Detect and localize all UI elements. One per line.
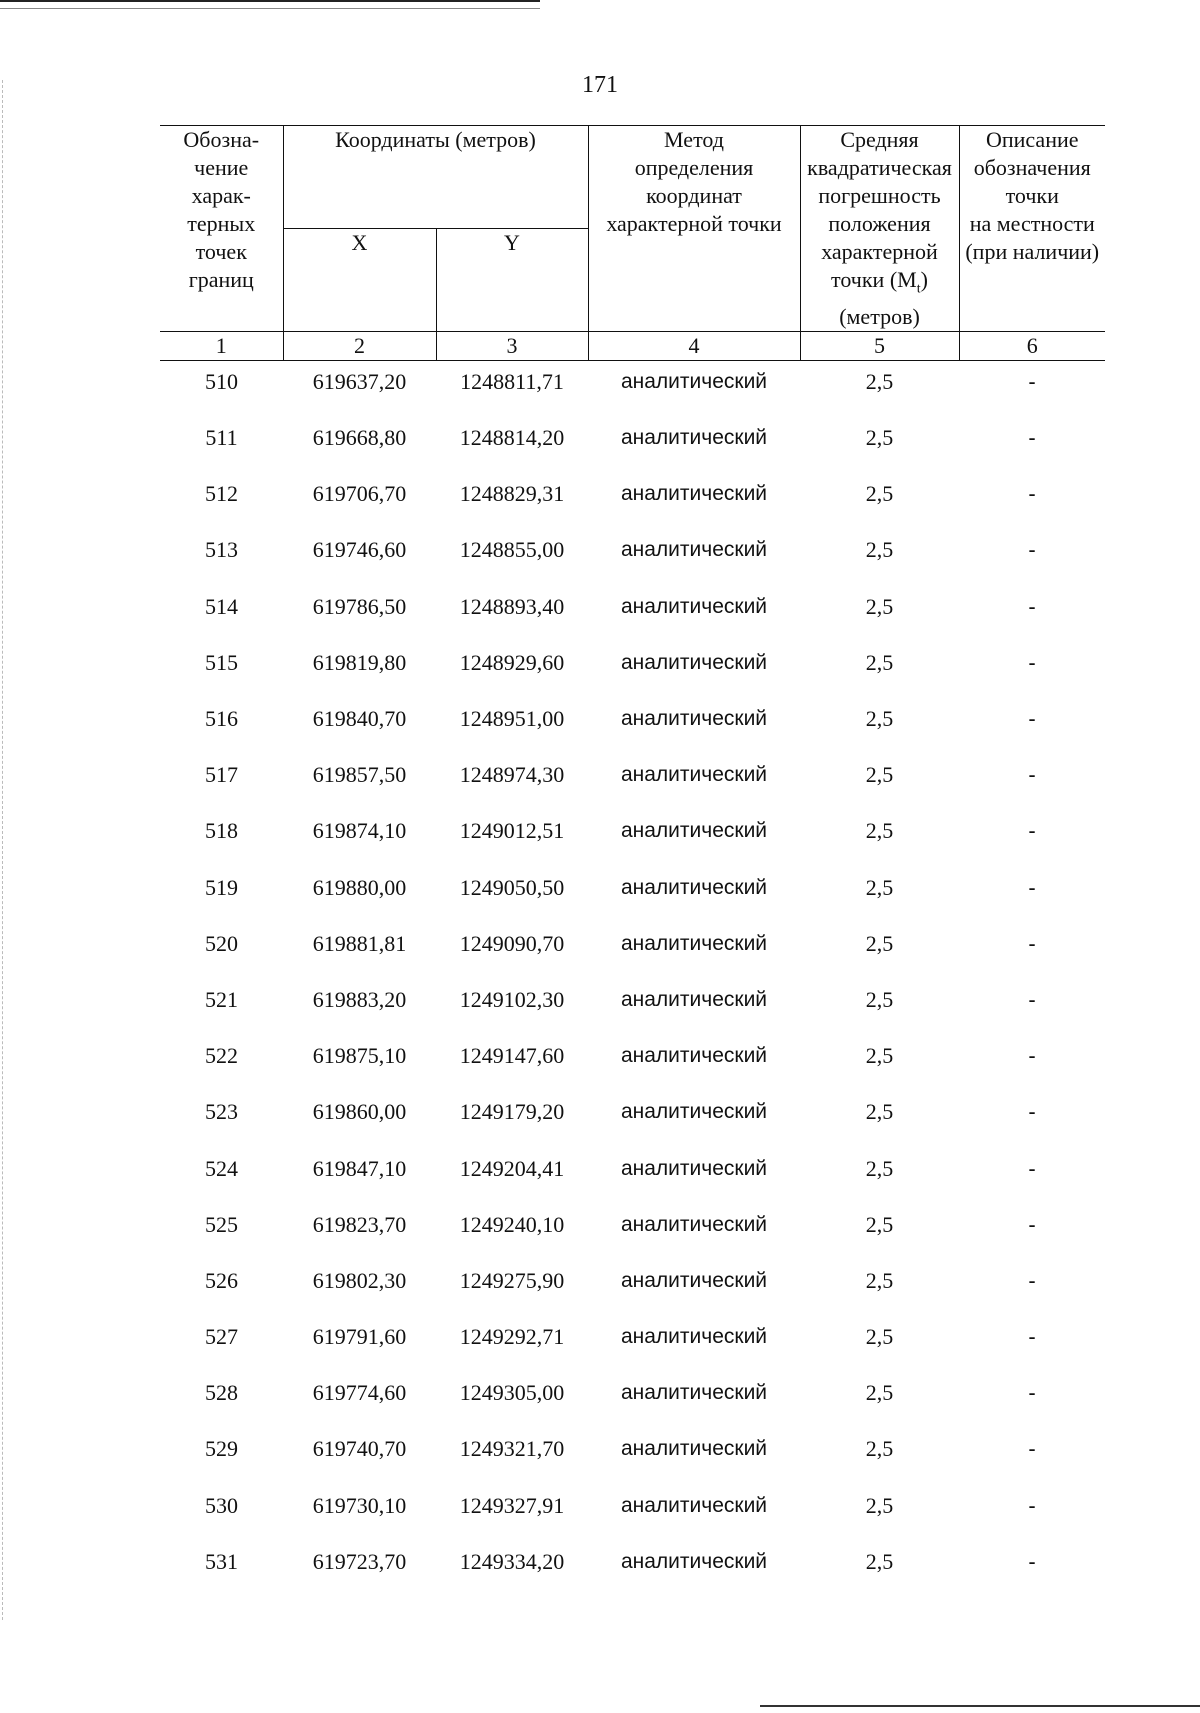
cell-accuracy: 2,5: [865, 481, 894, 507]
cell-accuracy: 2,5: [865, 818, 894, 844]
table-row: [160, 1541, 1105, 1597]
cell-accuracy: 2,5: [865, 1211, 894, 1237]
cell-accuracy: 2,5: [865, 369, 894, 395]
cell-point-id: 531: [205, 1548, 238, 1574]
scan-edge-left: [2, 80, 3, 1620]
cell-accuracy: 2,5: [865, 1436, 894, 1462]
cell-point-id: 514: [205, 593, 238, 619]
header-line: Метод: [664, 127, 724, 152]
cell-y: 1249305,00: [459, 1380, 565, 1406]
cell-method: аналитический: [620, 819, 768, 843]
cell-description: -: [1028, 425, 1036, 451]
table-row: [160, 1260, 1105, 1316]
cell-y: 1248929,60: [459, 649, 565, 675]
column-number: 5: [800, 332, 959, 361]
cell-accuracy: 2,5: [865, 1099, 894, 1125]
table-row: [160, 1091, 1105, 1147]
cell-description: -: [1028, 537, 1036, 563]
cell-x: 619668,80: [312, 425, 407, 451]
cell-method: аналитический: [620, 763, 768, 787]
cell-y: 1249102,30: [459, 986, 565, 1012]
cell-point-id: 527: [205, 1324, 238, 1350]
cell-method: аналитический: [620, 707, 768, 731]
cell-description: -: [1028, 986, 1036, 1012]
cell-point-id: 529: [205, 1436, 238, 1462]
cell-point-id: 511: [205, 425, 238, 451]
cell-y: 1249334,20: [459, 1548, 565, 1574]
cell-accuracy: 2,5: [865, 1155, 894, 1181]
cell-point-id: 522: [205, 1043, 238, 1069]
cell-point-id: 520: [205, 930, 238, 956]
cell-method: аналитический: [620, 1268, 768, 1292]
coordinates-table: [160, 125, 1105, 1597]
table-row: [160, 754, 1105, 810]
cell-method: аналитический: [620, 538, 768, 562]
cell-description: -: [1028, 1211, 1036, 1237]
cell-y: 1248855,00: [459, 537, 565, 563]
table-row: [160, 361, 1105, 417]
cell-x: 619860,00: [312, 1099, 407, 1125]
cell-accuracy: 2,5: [865, 425, 894, 451]
cell-x: 619791,60: [312, 1324, 407, 1350]
cell-y: 1249179,20: [459, 1099, 565, 1125]
cell-x: 619875,10: [312, 1043, 407, 1069]
header-y: Y: [436, 229, 588, 332]
cell-x: 619637,20: [312, 369, 407, 395]
header-line: (при наличии): [965, 239, 1100, 264]
cell-y: 1249050,50: [459, 874, 565, 900]
cell-description: -: [1028, 1380, 1036, 1406]
cell-point-id: 521: [205, 986, 238, 1012]
cell-description: -: [1028, 649, 1036, 675]
header-line: терных: [187, 211, 256, 236]
cell-point-id: 516: [205, 706, 238, 732]
table-row: [160, 529, 1105, 585]
cell-description: -: [1028, 762, 1036, 788]
cell-y: 1248814,20: [459, 425, 565, 451]
cell-description: -: [1028, 930, 1036, 956]
cell-point-id: 523: [205, 1099, 238, 1125]
cell-description: -: [1028, 1492, 1036, 1518]
cell-point-id: 512: [205, 481, 238, 507]
cell-x: 619857,50: [312, 762, 407, 788]
header-line: Обозна-: [183, 127, 260, 152]
cell-y: 1249321,70: [459, 1436, 565, 1462]
header-accuracy: [800, 126, 959, 332]
header-line: (метров): [839, 304, 920, 330]
table-row: [160, 1428, 1105, 1484]
cell-accuracy: 2,5: [865, 762, 894, 788]
cell-y: 1249292,71: [459, 1324, 565, 1350]
header-line: Описание: [985, 127, 1079, 152]
cell-accuracy: 2,5: [865, 537, 894, 563]
cell-method: аналитический: [620, 1493, 768, 1517]
cell-point-id: 530: [205, 1492, 238, 1518]
cell-method: аналитический: [620, 875, 768, 899]
cell-method: аналитический: [620, 1381, 768, 1405]
cell-method: аналитический: [620, 987, 768, 1011]
table-row: [160, 979, 1105, 1035]
cell-y: 1248811,71: [460, 369, 564, 395]
header-line: характерной: [821, 239, 938, 264]
cell-accuracy: 2,5: [865, 706, 894, 732]
header-text: точки (M: [831, 267, 917, 292]
cell-y: 1249240,10: [459, 1211, 565, 1237]
table-row: [160, 642, 1105, 698]
cell-accuracy: 2,5: [865, 1380, 894, 1406]
cell-accuracy: 2,5: [865, 1492, 894, 1518]
cell-x: 619786,50: [312, 593, 407, 619]
header-description: [959, 126, 1105, 332]
scan-border-bottom: [760, 1705, 1200, 1707]
table-row: [160, 867, 1105, 923]
cell-x: 619746,60: [312, 537, 407, 563]
cell-accuracy: 2,5: [865, 1324, 894, 1350]
table-row: [160, 1148, 1105, 1204]
cell-accuracy: 2,5: [865, 930, 894, 956]
cell-description: -: [1028, 1043, 1036, 1069]
cell-point-id: 515: [205, 649, 238, 675]
cell-point-id: 525: [205, 1211, 238, 1237]
table-body: [160, 361, 1105, 1597]
header-line: погрешность: [818, 183, 941, 208]
cell-y: 1248893,40: [459, 593, 565, 619]
cell-method: аналитический: [620, 482, 768, 506]
header-line: квадратическая: [807, 155, 952, 180]
header-line: на местности: [969, 211, 1095, 236]
cell-x: 619840,70: [312, 706, 407, 732]
table-row: [160, 417, 1105, 473]
cell-accuracy: 2,5: [865, 1043, 894, 1069]
header-x: X: [283, 229, 436, 332]
cell-x: 619881,81: [312, 930, 407, 956]
cell-method: аналитический: [620, 1437, 768, 1461]
table-row: [160, 1372, 1105, 1428]
column-number: 4: [588, 332, 800, 361]
cell-y: 1249090,70: [459, 930, 565, 956]
header-line: обозначения: [973, 155, 1091, 180]
header-line: определения: [634, 155, 754, 180]
cell-accuracy: 2,5: [865, 874, 894, 900]
cell-x: 619847,10: [312, 1155, 407, 1181]
cell-x: 619723,70: [312, 1548, 407, 1574]
cell-x: 619874,10: [312, 818, 407, 844]
cell-description: -: [1028, 481, 1036, 507]
header-line: характерной точки: [606, 211, 782, 236]
scan-border-top: [0, 0, 540, 2]
cell-x: 619823,70: [312, 1211, 407, 1237]
table-row: [160, 1316, 1105, 1372]
cell-y: 1249012,51: [459, 818, 565, 844]
table-row: [160, 586, 1105, 642]
column-number: 1: [160, 332, 283, 361]
cell-description: -: [1028, 1548, 1036, 1574]
cell-method: аналитический: [620, 1549, 768, 1573]
header-line: точек: [195, 239, 247, 264]
cell-x: 619819,80: [312, 649, 407, 675]
cell-point-id: 518: [205, 818, 238, 844]
cell-point-id: 510: [205, 369, 238, 395]
table-row: [160, 923, 1105, 979]
header-line: чение: [194, 155, 249, 180]
header-line: координат: [646, 183, 742, 208]
cell-method: аналитический: [620, 1044, 768, 1068]
cell-description: -: [1028, 1099, 1036, 1125]
cell-description: -: [1028, 1267, 1036, 1293]
header-line: точки: [1005, 183, 1059, 208]
column-number-row: [160, 332, 1105, 361]
cell-accuracy: 2,5: [865, 986, 894, 1012]
header-method: [588, 126, 800, 332]
cell-description: -: [1028, 874, 1036, 900]
cell-description: -: [1028, 818, 1036, 844]
cell-method: аналитический: [620, 426, 768, 450]
cell-x: 619802,30: [312, 1267, 407, 1293]
cell-y: 1248951,00: [459, 706, 565, 732]
cell-y: 1249275,90: [459, 1267, 565, 1293]
cell-method: аналитический: [620, 1100, 768, 1124]
cell-point-id: 519: [205, 874, 238, 900]
cell-point-id: 526: [205, 1267, 238, 1293]
header-line: Средняя: [840, 127, 919, 152]
cell-point-id: 513: [205, 537, 238, 563]
header-line: положения: [828, 211, 931, 236]
cell-x: 619880,00: [312, 874, 407, 900]
cell-method: аналитический: [620, 650, 768, 674]
header-coordinates: Координаты (метров): [283, 126, 588, 229]
table-row: [160, 1485, 1105, 1541]
cell-x: 619774,60: [312, 1380, 407, 1406]
table-row: [160, 1035, 1105, 1091]
cell-method: аналитический: [620, 594, 768, 618]
subscript-t: t: [916, 281, 921, 297]
cell-y: 1249204,41: [459, 1155, 565, 1181]
cell-x: 619706,70: [312, 481, 407, 507]
cell-x: 619883,20: [312, 986, 407, 1012]
cell-description: -: [1028, 369, 1036, 395]
cell-point-id: 528: [205, 1380, 238, 1406]
cell-accuracy: 2,5: [865, 1267, 894, 1293]
cell-x: 619740,70: [312, 1436, 407, 1462]
cell-y: 1248974,30: [459, 762, 565, 788]
cell-method: аналитический: [620, 1212, 768, 1236]
cell-description: -: [1028, 1324, 1036, 1350]
cell-description: -: [1028, 706, 1036, 732]
column-number: 3: [436, 332, 588, 361]
page-number: 171: [582, 72, 618, 98]
cell-description: -: [1028, 593, 1036, 619]
cell-y: 1248829,31: [459, 481, 565, 507]
cell-accuracy: 2,5: [865, 1548, 894, 1574]
cell-description: -: [1028, 1155, 1036, 1181]
cell-method: аналитический: [620, 370, 768, 394]
cell-method: аналитический: [620, 1156, 768, 1180]
cell-accuracy: 2,5: [865, 649, 894, 675]
column-number: 6: [959, 332, 1105, 361]
header-line: границ: [188, 267, 254, 292]
cell-y: 1249327,91: [459, 1492, 565, 1518]
cell-description: -: [1028, 1436, 1036, 1462]
header-point-designation: [160, 126, 283, 332]
cell-y: 1249147,60: [459, 1043, 565, 1069]
scan-border-top-thin: [0, 8, 540, 9]
table-row: [160, 473, 1105, 529]
header-line: харак-: [191, 183, 251, 208]
table-row: [160, 698, 1105, 754]
cell-x: 619730,10: [312, 1492, 407, 1518]
table-row: [160, 810, 1105, 866]
cell-method: аналитический: [620, 1325, 768, 1349]
table-header: [160, 126, 1105, 361]
cell-method: аналитический: [620, 931, 768, 955]
column-number: 2: [283, 332, 436, 361]
table-row: [160, 1204, 1105, 1260]
cell-point-id: 517: [205, 762, 238, 788]
header-line: [803, 266, 957, 303]
header-text: ): [920, 267, 928, 292]
cell-accuracy: 2,5: [865, 593, 894, 619]
cell-point-id: 524: [205, 1155, 238, 1181]
